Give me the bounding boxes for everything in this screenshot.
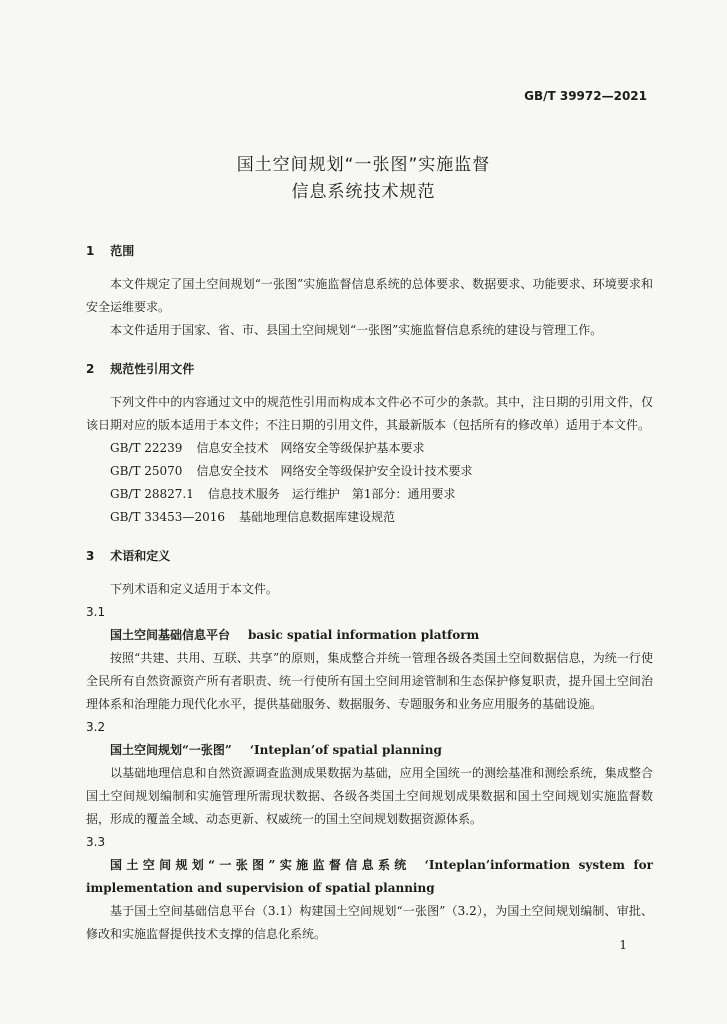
reference-code: GB/T 25070 (110, 464, 183, 478)
term-number: 3.3 (86, 835, 106, 849)
term-name-en: ‘Inteplan’information system for implementation and supervision of spatial planning (86, 858, 653, 895)
reference-code: GB/T 28827.1 (110, 487, 194, 501)
section-number: 2 (86, 362, 95, 376)
document-body (86, 240, 653, 946)
section-title: 术语和定义 (110, 549, 171, 563)
term-number: 3.2 (86, 720, 106, 734)
term-name-zh: 国土空间规划“一张图”实施监督信息系统 (110, 858, 411, 872)
reference-title: 信息安全技术 网络安全等级保护安全设计技术要求 (196, 464, 473, 478)
reference-item (86, 506, 653, 529)
standard-code: GB/T 39972—2021 (524, 89, 647, 103)
section-heading-terms-definitions (86, 545, 653, 568)
paragraph: 本文件适用于国家、省、市、县国土空间规划“一张图”实施监督信息系统的建设与管理工作。 (110, 323, 603, 337)
paragraph: 本文件规定了国土空间规划“一张图”实施监督信息系统的总体要求、数据要求、功能要求、环境要求和安全运维要求。 (86, 277, 653, 314)
term-definition: 基于国土空间基础信息平台（3.1）构建国土空间规划“一张图”（3.2），为国土空间规划编制、审批、修改和实施监督提供技术支撑的信息化系统。 (86, 904, 653, 941)
term-heading (86, 854, 653, 900)
term-number: 3.1 (86, 605, 106, 619)
page-number: 1 (619, 938, 627, 952)
paragraph: 下列术语和定义适用于本文件。 (110, 582, 279, 596)
term-definition: 以基础地理信息和自然资源调查监测成果数据为基础，应用全国统一的测绘基准和测绘系统，集成整合国土空间规划编制和实施管理所需现状数据、各级各类国土空间规划成果数据和国土空间规划实施监督数据，形成的覆盖全域、动态更新、权威统一的国土空间规划数据资源体系。 (86, 766, 653, 826)
reference-title: 信息技术服务 运行维护 第1部分：通用要求 (207, 487, 456, 501)
reference-item (86, 483, 653, 506)
term-name-zh: 国土空间基础信息平台 (110, 628, 231, 642)
reference-item (86, 460, 653, 483)
section-heading-scope (86, 240, 653, 263)
reference-title: 基础地理信息数据库建设规范 (238, 510, 395, 524)
document-title (0, 152, 727, 206)
section-title: 规范性引用文件 (110, 362, 195, 376)
title-line-2: 信息系统技术规范 (291, 182, 436, 202)
term-name-en: basic spatial information platform (248, 628, 480, 642)
section-number: 1 (86, 244, 95, 258)
reference-item (86, 437, 653, 460)
title-line-1: 国土空间规划“一张图”实施监督 (236, 155, 491, 175)
term-name-en: ‘Inteplan’of spatial planning (249, 743, 442, 757)
section-number: 3 (86, 549, 95, 563)
term-name-zh: 国土空间规划“一张图” (110, 743, 232, 757)
term-heading (86, 739, 653, 762)
section-title: 范围 (110, 244, 135, 258)
section-heading-normative-references (86, 358, 653, 381)
paragraph: 下列文件中的内容通过文中的规范性引用而构成本文件必不可少的条款。其中，注日期的引用文件，仅该日期对应的版本适用于本文件；不注日期的引用文件，其最新版本（包括所有的修改单）适用于本文件。 (86, 395, 653, 432)
reference-title: 信息安全技术 网络安全等级保护基本要求 (196, 441, 425, 455)
reference-code: GB/T 22239 (110, 441, 183, 455)
reference-code: GB/T 33453—2016 (110, 510, 225, 524)
term-definition: 按照“共建、共用、互联、共享”的原则，集成整合并统一管理各级各类国土空间数据信息，为统一行使全民所有自然资源资产所有者职责、统一行使所有国土空间用途管制和生态保护修复职责，提升国土空间治理体系和治理能力现代化水平，提供基础服务、数据服务、专题服务和业务应用服务的基础设施。 (86, 651, 653, 711)
term-heading (86, 624, 653, 647)
